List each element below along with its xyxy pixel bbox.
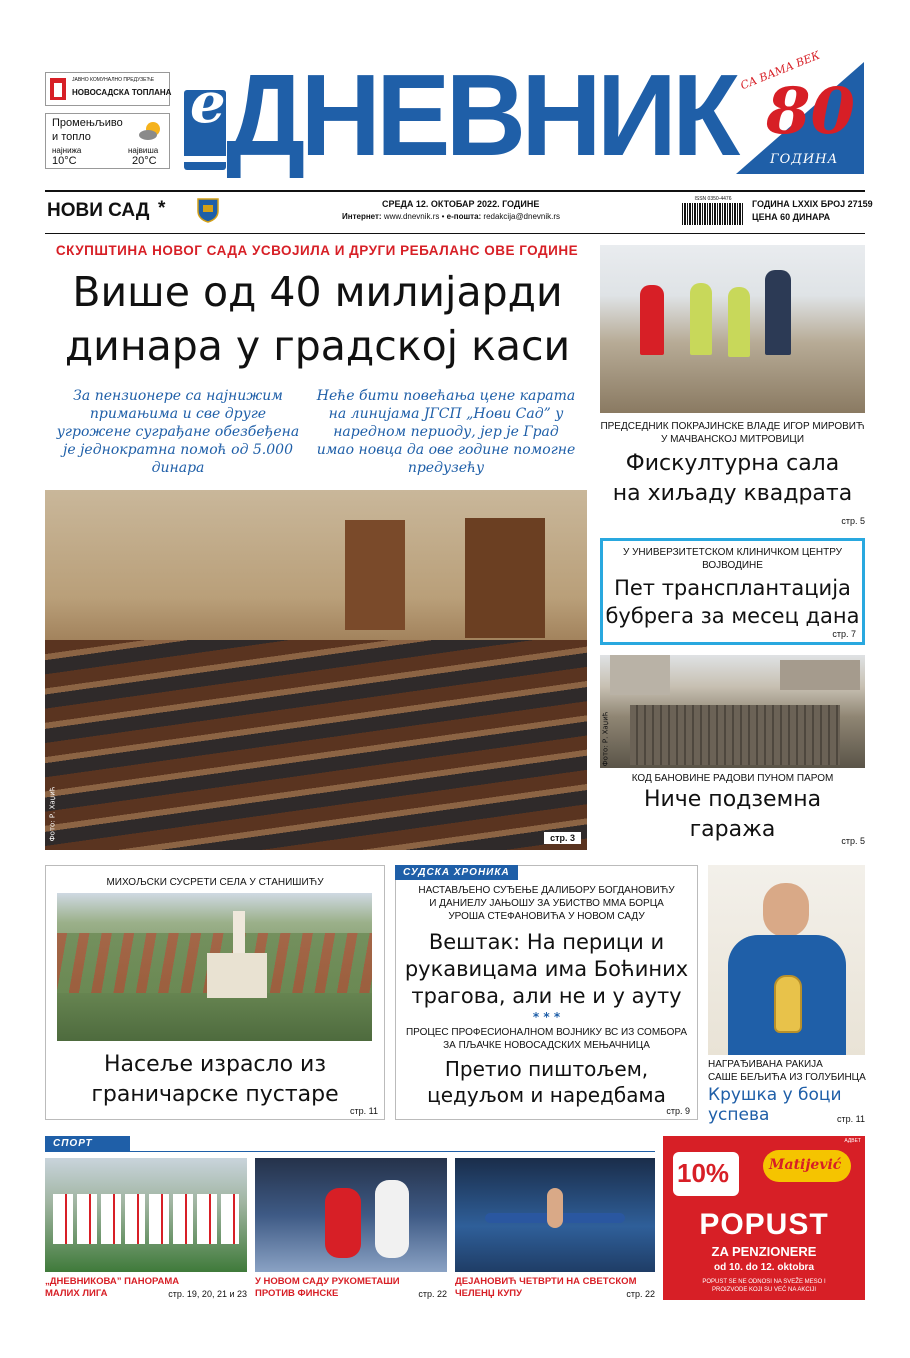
garage-construction-photo[interactable] (600, 655, 865, 768)
lead-subhead-left: За пензионере са најнижим примањима и све друге угрожене суграђане обезбеђена је једнократна помоћ од 5.000 динара (56, 388, 300, 476)
figure-worker-1 (690, 283, 712, 355)
dateline-city: НОВИ САД (47, 200, 150, 221)
court-title-line5[interactable]: цедуљом и наредбама (427, 1083, 666, 1107)
ad-penzionere: ZA PENZIONERE (711, 1244, 817, 1259)
ad-fine1: POPUST SE NE ODNOSI NA SVEŽE MESO I (702, 1279, 826, 1285)
sport3-caption-line2[interactable]: ЧЕЛЕНЏ КУПУ (455, 1288, 523, 1299)
building-left (610, 655, 670, 695)
masthead-logo[interactable]: ДНЕВНИК (226, 50, 736, 180)
weather-min: 10°C (52, 155, 77, 167)
logo-e-letter: e (190, 70, 226, 136)
figure-worker-2 (728, 287, 750, 357)
weather-min-label: најнижа (52, 146, 82, 155)
sport2-caption-line1[interactable]: У НОВОМ САДУ РУКОМЕТАШИ (255, 1276, 400, 1287)
sport-handball-photo[interactable] (255, 1158, 447, 1272)
sponsor-name: НОВОСАДСКА ТОПЛАНА (72, 88, 172, 97)
anniversary-number: 80 (766, 74, 856, 149)
right3-kicker: КОД БАНОВИНЕ РАДОВИ ПУНОМ ПАРОМ (631, 773, 834, 784)
sport-section-label: СПОРТ (45, 1136, 130, 1151)
lead-title-line2[interactable]: динара у градској каси (64, 322, 571, 370)
man-head (763, 883, 809, 937)
rakija-title-line1[interactable]: Крушка у боци (708, 1085, 842, 1105)
ad-fine2: PROIZVODE KOJI SU VEĆ NA AKCIJI (711, 1287, 817, 1293)
weather-line2: и топло (52, 131, 91, 143)
team-row (53, 1194, 239, 1244)
city-coat-of-arms-icon (196, 197, 220, 223)
right1-page-ref: стр. 5 (841, 516, 865, 526)
sport3-page-ref: стр. 22 (626, 1289, 655, 1299)
right1-kicker1: ПРЕДСЕДНИК ПОКРАЈИНСКЕ ВЛАДЕ ИГОР МИРОВИЋ (600, 421, 865, 432)
web-link[interactable]: www.dnevnik.rs (383, 212, 440, 221)
right1-title-line1[interactable]: Фискултурна сала (625, 451, 840, 476)
dateline-rule-bottom (45, 233, 865, 234)
sun-cloud-icon (138, 120, 164, 142)
right2-kicker2: ВОЈВОДИНЕ (702, 560, 763, 571)
ad-percent: 10% (677, 1158, 730, 1188)
sport1-caption-line2[interactable]: МАЛИХ ЛИГА (45, 1288, 108, 1299)
council-door (465, 518, 545, 638)
gym-groundbreaking-photo[interactable] (600, 245, 865, 413)
rakija-page-ref: стр. 11 (837, 1114, 865, 1124)
court-kicker1: НАСТАВЉЕНО СУЂЕЊЕ ДАЛИБОРУ БОГДАНОВИЋУ (418, 885, 675, 896)
council-wall-panel (345, 520, 405, 630)
gymnast-body (547, 1188, 563, 1228)
weather-max-label: највиша (128, 146, 159, 155)
ad-popust: POPUST (699, 1208, 829, 1241)
court-kicker4: ПРОЦЕС ПРОФЕСИОНАЛНОМ ВОЈНИКУ ВС ИЗ СОМБОРА (405, 1027, 688, 1038)
mail-label: е-пошта: (446, 212, 482, 221)
right2-page-ref: стр. 7 (832, 629, 856, 639)
anniversary-bottom: ГОДИНА (770, 152, 839, 167)
right1-kicker2: У МАЧВАНСКОЈ МИТРОВИЦИ (660, 434, 805, 445)
sponsor-logo-icon-inner (54, 83, 62, 97)
right1-title-line2[interactable]: на хиљаду квадрата (612, 481, 853, 506)
village-aerial-photo[interactable] (57, 893, 372, 1041)
right2-kicker1: У УНИВЕРЗИТЕТСКОМ КЛИНИЧКОМ ЦЕНТРУ (622, 547, 843, 558)
sport3-caption-line1[interactable]: ДЕЈАНОВИЋ ЧЕТВРТИ НА СВЕТСКОМ (455, 1276, 637, 1287)
right3-page-ref: стр. 5 (841, 836, 865, 846)
right3-title-line1[interactable]: Ниче подземна (643, 787, 822, 812)
player-white (375, 1180, 409, 1258)
village-title-line2[interactable]: граничарске пустаре (91, 1082, 339, 1107)
player-red (325, 1188, 361, 1258)
rakija-title-line2[interactable]: успева (708, 1105, 770, 1125)
court-section-label: СУДСКА ХРОНИКА (395, 865, 518, 880)
barcode-bars (682, 203, 744, 225)
right2-frame[interactable] (600, 538, 865, 645)
dateline-web-line: Интернет: www.dnevnik.rs • е-пошта: redakcija@dnevnik.rs (342, 212, 561, 221)
web-label: Интернет: (342, 212, 382, 221)
issue-price: ЦЕНА 60 ДИНАРА (752, 212, 831, 222)
figure-suit (765, 270, 791, 355)
rakija-man-photo[interactable] (708, 865, 865, 1055)
sport-team-photo[interactable] (45, 1158, 247, 1272)
church-body (207, 953, 267, 998)
right3-title-line2[interactable]: гаража (689, 817, 776, 842)
sponsor-top-text: ЈАВНО КОМУНАЛНО ПРЕДУЗЕЋЕ (72, 77, 155, 83)
village-title-line1[interactable]: Насеље израсло из (103, 1052, 327, 1077)
ad-dates: od 10. do 12. oktobra (713, 1262, 815, 1273)
weather-max: 20°C (132, 155, 157, 167)
rakija-bottle (774, 975, 802, 1033)
lead-title-line1[interactable]: Више од 40 милијарди (72, 268, 563, 316)
isbn-text: ISSN 0350-4476 (694, 196, 732, 202)
sport-gymnast-photo[interactable] (455, 1158, 655, 1272)
council-desks (45, 640, 587, 850)
ad-tag: АДВЕТ (844, 1138, 861, 1144)
mail-link[interactable]: redakcija@dnevnik.rs (483, 212, 561, 221)
figure-red-jacket (640, 285, 664, 355)
court-title-line2[interactable]: рукавицама има Боћиних (404, 957, 689, 981)
rakija-kicker2: САШЕ БЕЉИЋА ИЗ ГОЛУБИНЦА (708, 1072, 866, 1083)
sport1-caption-line1[interactable]: „ДНЕВНИКОВА” ПАНОРАМА (45, 1276, 180, 1287)
sport-rule (45, 1151, 655, 1152)
court-title-line1[interactable]: Вештак: На перици и (428, 930, 665, 954)
court-title-line4[interactable]: Претио пиштољем, (444, 1057, 649, 1081)
council-session-photo[interactable] (45, 490, 587, 850)
garage-credit: Фото: Р. Хаџић (601, 711, 610, 767)
right2-title-line1: Пет трансплантација (614, 576, 851, 600)
village-page-ref: стр. 11 (350, 1106, 378, 1116)
sport2-page-ref: стр. 22 (418, 1289, 447, 1299)
dateline-date: СРЕДА 12. ОКТОБАР 2022. ГОДИНЕ (382, 199, 540, 209)
right2-title-line2: бубрега за месец дана (605, 604, 860, 628)
dateline-rule-top (45, 190, 865, 192)
rakija-kicker1: НАГРАЂИВАНА РАКИЈА (708, 1059, 823, 1070)
lead-subhead-right: Неће бити повећања цене карата на линијама ЈГСП „Нови Сад” у наредном периоду, јер је Град имао новца да ове године помогне предузећу (316, 388, 576, 476)
lead-page-ref: стр. 3 (544, 832, 581, 844)
court-separator: * * * (532, 1010, 561, 1024)
dateline-star: * (158, 198, 166, 219)
village-kicker: МИХОЉСКИ СУСРЕТИ СЕЛА У СТАНИШИЋУ (106, 877, 324, 888)
weather-line1: Промењљиво (52, 117, 123, 129)
building-right (780, 660, 860, 690)
council-credit: Фото: Р. Хаџић (48, 786, 57, 842)
barcode (682, 196, 744, 228)
issue-number: ГОДИНА LXXIX БРОЈ 27159 (752, 199, 873, 209)
pit-rebar (630, 705, 840, 765)
court-page-ref: стр. 9 (666, 1106, 690, 1116)
court-kicker3: УРОША СТЕФАНОВИЋА У НОВОМ САДУ (448, 911, 645, 922)
sponsor-box[interactable] (45, 72, 170, 106)
lead-kicker: СКУПШТИНА НОВОГ САДА УСВОЈИЛА И ДРУГИ РЕБАЛАНС ОВЕ ГОДИНЕ (55, 243, 579, 258)
court-title-line3[interactable]: трагова, али не и у ауту (411, 984, 682, 1008)
ad-brand: Matijević (769, 1157, 842, 1173)
ad-box[interactable] (663, 1136, 865, 1300)
court-kicker2: И ДАНИЕЛУ ЈАЊОШУ ЗА УБИСТВО ММА БОРЦА (429, 898, 664, 909)
anniversary-top: СА ВАМА ВЕК (738, 48, 822, 93)
sport1-page-ref: стр. 19, 20, 21 и 23 (168, 1289, 247, 1299)
court-kicker5: ЗА ПЉАЧКЕ НОВОСАДСКИХ МЕЊАЧНИЦА (443, 1040, 650, 1051)
weather-box (45, 113, 170, 169)
sport2-caption-line2[interactable]: ПРОТИВ ФИНСКЕ (255, 1288, 339, 1299)
